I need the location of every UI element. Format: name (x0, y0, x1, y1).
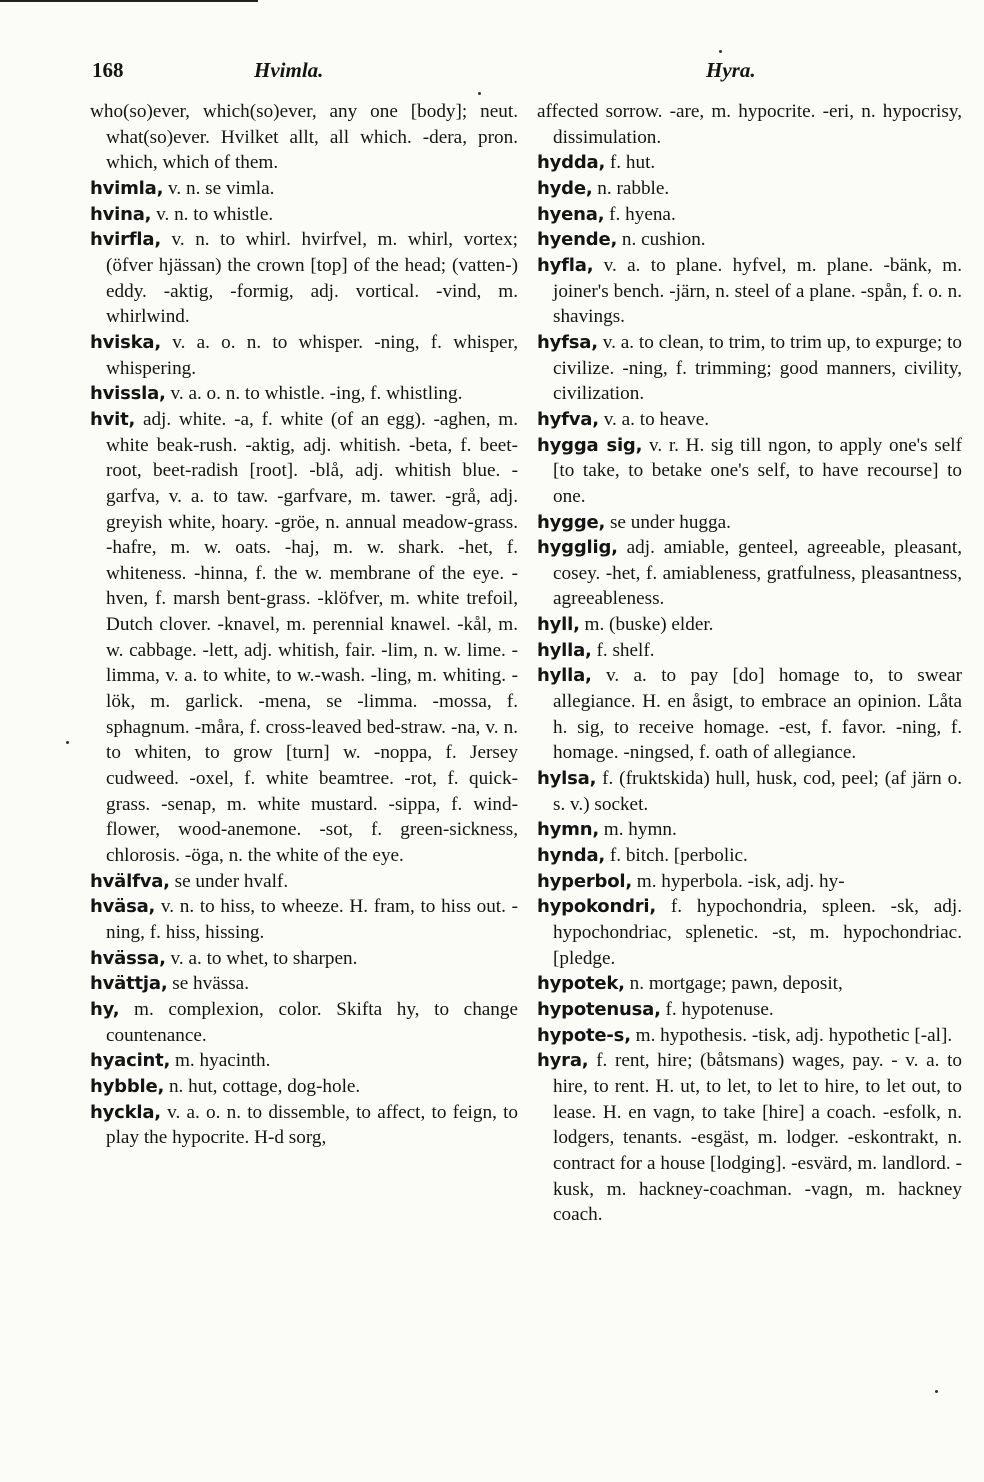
dictionary-entry (537, 663, 962, 766)
dictionary-entry (90, 330, 518, 381)
headword: hypotek, (537, 973, 625, 995)
definition: n. cushion. (621, 229, 706, 251)
headword: hypotenusa, (537, 998, 661, 1020)
dictionary-entry (537, 227, 962, 253)
headword: hylla, (537, 639, 592, 661)
headword: hygga sig, (537, 434, 643, 456)
definition: affected sorrow. -are, m. hypocrite. -eri, n. hypocrisy, dissimulation. (537, 101, 962, 148)
definition: f. rent, hire; (båtsmans) wages, pay. - v. a. to hire, to rent. H. ut, to let, to let to hire, to let out, to lease. H. en vagn, to take [hire] a coach. -esfolk, n. lodgers, tenants. -esgäst, m. lodger. -eskontrakt, n. contract for a house [lodging]. -esvärd, m. landlord. -kusk, m. hackney-coachman. -vagn, m. hackney coach. (553, 1050, 963, 1226)
dictionary-entry (537, 176, 962, 202)
dictionary-entry (537, 1048, 962, 1228)
headword: hvälfva, (90, 870, 170, 892)
definition: adj. amiable, genteel, agreeable, pleasant, cosey. -het, f. amiableness, gratfulness, pleasantness, agreeableness. (553, 537, 962, 610)
dictionary-entry (90, 176, 518, 202)
dictionary-entry (537, 843, 962, 869)
right-column (537, 99, 962, 1228)
headword: hylsa, (537, 768, 597, 790)
dictionary-entry (90, 971, 518, 997)
page-number: 168 (92, 58, 124, 82)
headword: hvimla, (90, 177, 164, 199)
print-speck (478, 92, 481, 95)
dictionary-entry (90, 1048, 518, 1074)
definition: v. a. to pay [do] homage to, to swear allegiance. H. en åsigt, to embrace an opinion. Låta h. sig, to receive homage. -est, f. favor. -ning, f. homage. -ningsed, f. oath of allegiance. (553, 665, 963, 764)
dictionary-entry (537, 433, 962, 510)
definition: v. a. to heave. (603, 408, 710, 430)
definition: n. mortgage; pawn, deposit, (629, 973, 843, 995)
definition: n. rabble. (597, 177, 670, 199)
left-column (90, 99, 518, 1151)
headword: hvättja, (90, 973, 168, 995)
headword: hväsa, (90, 896, 156, 918)
dictionary-entry (537, 150, 962, 176)
definition: se under hugga. (609, 511, 731, 533)
definition: f. (fruktskida) hull, husk, cod, peel; (af järn o. s. v.) socket. (553, 768, 962, 815)
headword: hyende, (537, 229, 618, 251)
dictionary-entry (537, 535, 962, 612)
print-speck (935, 1390, 938, 1393)
definition: v. n. to whirl. hvirfvel, m. whirl, vortex; (öfver hjässan) the crown [top] of the head; (vatten-) eddy. -aktig, -formig, adj. vortical. -vind, m. whirlwind. (106, 229, 518, 328)
top-rule (0, 0, 258, 2)
dictionary-entry (537, 330, 962, 407)
dictionary-entry (90, 997, 518, 1048)
dictionary-entry (90, 202, 518, 228)
dictionary-entry (90, 407, 518, 869)
definition: v. n. to whistle. (156, 203, 274, 225)
dictionary-entry (537, 638, 962, 664)
definition: f. hypochondria, spleen. -sk, adj. hypochondriac, splenetic. -st, m. hypochondriac. [pledge. (553, 896, 963, 969)
dictionary-entry (537, 202, 962, 228)
dictionary-entry (537, 869, 962, 895)
definition: f. hut. (609, 152, 656, 174)
left-guide-word: Hvimla. (254, 58, 324, 82)
definition: m. complexion, color. Skifta hy, to change countenance. (106, 998, 519, 1046)
headword: hylla, (537, 665, 592, 687)
definition: m. (buske) elder. (584, 614, 714, 636)
definition: v. a. o. n. to dissemble, to affect, to feign, to play the hypocrite. H-d sorg, (106, 1101, 518, 1149)
dictionary-entry (537, 766, 962, 817)
definition: m. hypothesis. -tisk, adj. hypothetic [-al]. (635, 1024, 953, 1046)
dictionary-entry (90, 99, 518, 176)
headword: hygge, (537, 511, 606, 533)
dictionary-entry (90, 894, 518, 945)
dictionary-entry (90, 227, 518, 330)
definition: v. a. o. n. to whistle. -ing, f. whistling. (170, 383, 463, 405)
headword: hyckla, (90, 1101, 161, 1123)
dictionary-entry (537, 510, 962, 536)
definition: m. hyacinth. (175, 1050, 271, 1072)
headword: hyfva, (537, 408, 599, 430)
headword: hymn, (537, 819, 599, 841)
dictionary-entry (537, 99, 962, 150)
headword: hyfla, (537, 254, 594, 276)
definition: m. hymn. (603, 819, 677, 841)
print-speck (719, 50, 722, 53)
headword: hynda, (537, 845, 606, 867)
headword: hvit, (90, 408, 136, 430)
definition: f. bitch. [perbolic. (609, 845, 748, 867)
definition: f. shelf. (596, 639, 655, 661)
running-header (0, 58, 984, 92)
definition: m. hyperbola. -isk, adj. hy- (636, 870, 845, 892)
headword: hyena, (537, 203, 605, 225)
dictionary-entry (537, 253, 962, 330)
headword: hybble, (90, 1075, 165, 1097)
dictionary-entry (537, 1023, 962, 1049)
headword: hyra, (537, 1050, 589, 1072)
headword: hydda, (537, 152, 606, 174)
definition: v. r. H. sig till ngon, to apply one's self [to take, to betake one's self, to have recourse] to one. (553, 434, 963, 507)
headword: hvirfla, (90, 229, 161, 251)
definition: v. a. to clean, to trim, to trim up, to expurge; to civilize. -ning, f. trimming; good manners, civility, civilization. (553, 331, 962, 405)
definition: v. n. to hiss, to wheeze. H. fram, to hiss out. -ning, f. hiss, hissing. (106, 896, 519, 943)
definition: who(so)ever, which(so)ever, any one [body]; neut. what(so)ever. Hvilket allt, all which. -dera, pron. which, which of them. (90, 101, 518, 174)
headword: hypote-s, (537, 1024, 631, 1046)
headword: hyde, (537, 177, 593, 199)
definition: v. n. se vimla. (168, 177, 275, 199)
dictionary-entry (537, 971, 962, 997)
definition: f. hypotenuse. (665, 998, 774, 1020)
definition: f. hyena. (609, 203, 676, 225)
dictionary-entry (537, 612, 962, 638)
definition: se under hvalf. (174, 870, 289, 892)
headword: hyperbol, (537, 870, 632, 892)
dictionary-entry (537, 997, 962, 1023)
dictionary-entry (537, 817, 962, 843)
headword: hy, (90, 998, 120, 1020)
dictionary-entry (537, 407, 962, 433)
headword: hyfsa, (537, 331, 598, 353)
dictionary-entry (90, 946, 518, 972)
dictionary-entry (537, 894, 962, 971)
headword: hygglig, (537, 537, 618, 559)
dictionary-entry (90, 1074, 518, 1100)
headword: hvina, (90, 203, 152, 225)
headword: hviska, (90, 331, 161, 353)
definition: adj. white. -a, f. white (of an egg). -aghen, m. white beak-rush. -aktig, adj. whitish. -beta, f. beet-root, beet-radish [root]. -blå, adj. whitish blue. -garfva, v. a. to taw. -garfvare, m. tawer. -grå, adj. greyish white, hoary. -gröe, n. annual meadow-grass. -hafre, m. w. oats. -haj, m. w. shark. -het, f. whiteness. -hinna, f. the w. membrane of the eye. -hven, f. marsh bent-grass. -klöfver, m. white trefoil, Dutch clover. -knavel, m. perennial knawel. -kål, m. w. cabbage. -lett, adj. whitish, fair. -lim, n. w. lime. -limma, v. a. to white, to w.-wash. -ling, m. whiting. -lök, m. garlick. -mena, se -limma. -mossa, f. sphagnum. -måra, f. cross-leaved bed-straw. -na, v. n. to whiten, to grow [turn] w. -noppa, f. Jersey cudweed. -oxel, f. white beamtree. -rot, f. quick-grass. -senap, m. white mustard. -sippa, f. wind-flower, wood-anemone. -sot, f. green-sickness, chlorosis. -öga, n. the white of the eye. (106, 408, 519, 867)
dictionary-entry (90, 869, 518, 895)
dictionary-entry (90, 1100, 518, 1151)
headword: hypokondri, (537, 896, 657, 918)
definition: v. a. to plane. hyfvel, m. plane. -bänk, m. joiner's bench. -järn, n. steel of a plane. -spån, f. o. n. shavings. (553, 254, 963, 328)
definition: v. a. to whet, to sharpen. (170, 947, 358, 969)
headword: hvässa, (90, 947, 166, 969)
print-speck (66, 741, 69, 744)
definition: se hvässa. (172, 973, 249, 995)
dictionary-entry (90, 381, 518, 407)
headword: hvissla, (90, 383, 166, 405)
definition: n. hut, cottage, dog-hole. (168, 1075, 361, 1097)
headword: hyll, (537, 614, 580, 636)
headword: hyacint, (90, 1050, 171, 1072)
right-guide-word: Hyra. (706, 58, 756, 82)
definition: v. a. o. n. to whisper. -ning, f. whisper, whispering. (106, 331, 518, 379)
